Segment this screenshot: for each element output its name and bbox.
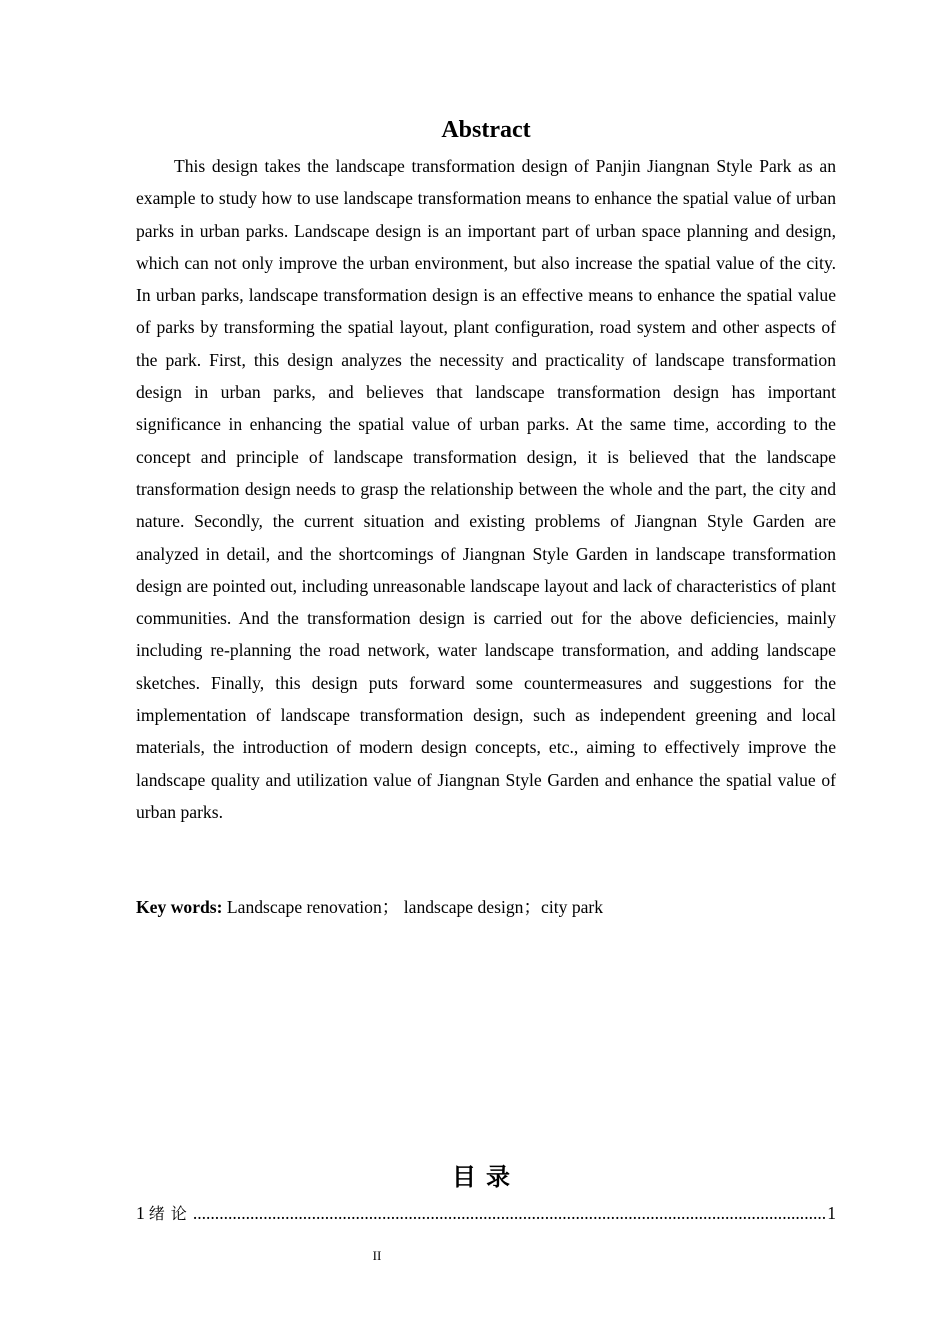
abstract-body: This design takes the landscape transformation design of Panjin Jiangnan Style Park as an example to study how to use landscape transformation means to enhance the spatial value of urban parks in urban parks. Landscape design is an important part of urban space planning and design, which can not only improve the urban environment, but also increase the spatial value of the city. In urban parks, landscape transformation design is an effective means to enhance the spatial value of parks by transforming the spatial layout, plant configuration, road system and other aspects of the park. First, this design analyzes the necessity and practicality of landscape transformation design in urban parks, and believes that landscape transformation design has important significance in enhancing the spatial value of urban parks. At the same time, according to the concept and principle of landscape transformation design, it is believed that the landscape transformation design needs to grasp the relationship between the whole and the part, the city and nature. Secondly, the current situation and existing problems of Jiangnan Style Garden are analyzed in detail, and the shortcomings of Jiangnan Style Garden in landscape transformation design are pointed out, including unreasonable landscape layout and lack of characteristics of plant communities. And the transformation design is carried out for the above deficiencies, mainly including re-planning the road network, water landscape transformation, and adding landscape sketches. Finally, this design puts forward some countermeasures and suggestions for the implementation of landscape transformation design, such as independent greening and local materials, the introduction of modern design concepts, etc., aiming to effectively improve the landscape quality and utilization value of Jiangnan Style Garden and enhance the spatial value of urban parks. [136, 156, 836, 822]
keywords-label: Key words: [136, 897, 223, 917]
toc-entry-label: 绪论 [148, 1204, 193, 1223]
toc-entry[interactable] [136, 1198, 836, 1229]
toc-entry-leader-dots [193, 1198, 825, 1228]
abstract-title: Abstract [441, 117, 531, 143]
page-number: II [372, 1248, 382, 1263]
toc-entry-page: 1 [827, 1203, 836, 1223]
keywords-text: Landscape renovation； landscape design；city park [226, 897, 604, 917]
toc-entry-number: 1 [136, 1203, 145, 1223]
keywords-line [136, 892, 836, 922]
toc-title: 目录 [452, 1163, 520, 1191]
